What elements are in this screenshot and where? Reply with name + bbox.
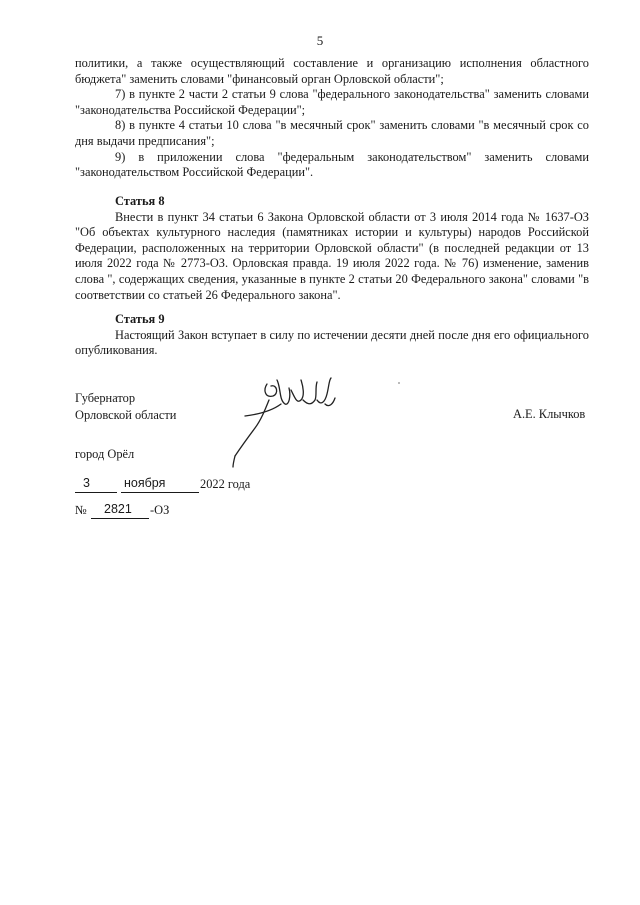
paragraph-item-9: 9) в приложении слова "федеральным законодательством" заменить словами "законодательством Российской Федерации". bbox=[75, 149, 589, 180]
article-9 bbox=[75, 312, 589, 359]
number-sign: № bbox=[75, 503, 87, 517]
paragraph-item-8: 8) в пункте 4 статьи 10 слова "в месячный срок" заменить словами "в месячный срок со дня выдачи предписания"; bbox=[75, 118, 589, 148]
law-number-suffix: -ОЗ bbox=[150, 503, 170, 517]
paragraph-item-7: 7) в пункте 2 части 2 статьи 9 слова "федерального законодательства" заменить словами "законодательства Российской Федерации"; bbox=[75, 87, 589, 117]
city: город Орёл bbox=[75, 447, 135, 461]
signing-date bbox=[75, 477, 295, 495]
amendments-continuation bbox=[75, 56, 589, 181]
signatory-name: А.Е. Клычков bbox=[513, 407, 586, 421]
article-9-text: Настоящий Закон вступает в силу по истечении десяти дней после дня его официального опубликования. bbox=[75, 327, 589, 358]
date-month: ноября bbox=[124, 476, 166, 490]
article-8 bbox=[75, 194, 589, 303]
paragraph-continuation: политики, а также осуществляющий составление и организацию исполнения областного бюджета" заменить словами "финансовый орган Орловской области"; bbox=[75, 56, 589, 86]
article-9-title: Статья 9 bbox=[115, 312, 165, 326]
article-8-text: Внести в пункт 34 статьи 6 Закона Орловской области от 3 июля 2014 года № 1637-ОЗ "Об объектах культурного наследия (памятниках истории и культуры) народов Российской Федерации, расположенных на территории Орловской области" (в последней редакции от 13 июля 2022 года № 2773-ОЗ. Орловская правда. 19 июля 2022 года. № 76) изменение, заменив слова ", содержащих сведения, указанные в пункте 2 статьи 20 Федерального закона" словами "в соответствии со статьей 26 Федерального закона". bbox=[75, 209, 589, 302]
signatory-title-line1: Губернатор bbox=[75, 391, 136, 405]
page-number: 5 bbox=[316, 33, 324, 48]
handwritten-signature bbox=[225, 370, 345, 470]
day-underline bbox=[75, 477, 117, 493]
article-8-title: Статья 8 bbox=[115, 194, 165, 208]
law-number-value: 2821 bbox=[104, 502, 132, 516]
date-day: 3 bbox=[83, 476, 90, 490]
signatory-title-line2: Орловской области bbox=[75, 408, 177, 422]
scan-speck bbox=[398, 382, 400, 384]
date-year: 2022 года bbox=[200, 477, 251, 491]
law-number bbox=[75, 503, 275, 521]
signatory-title bbox=[75, 390, 176, 424]
